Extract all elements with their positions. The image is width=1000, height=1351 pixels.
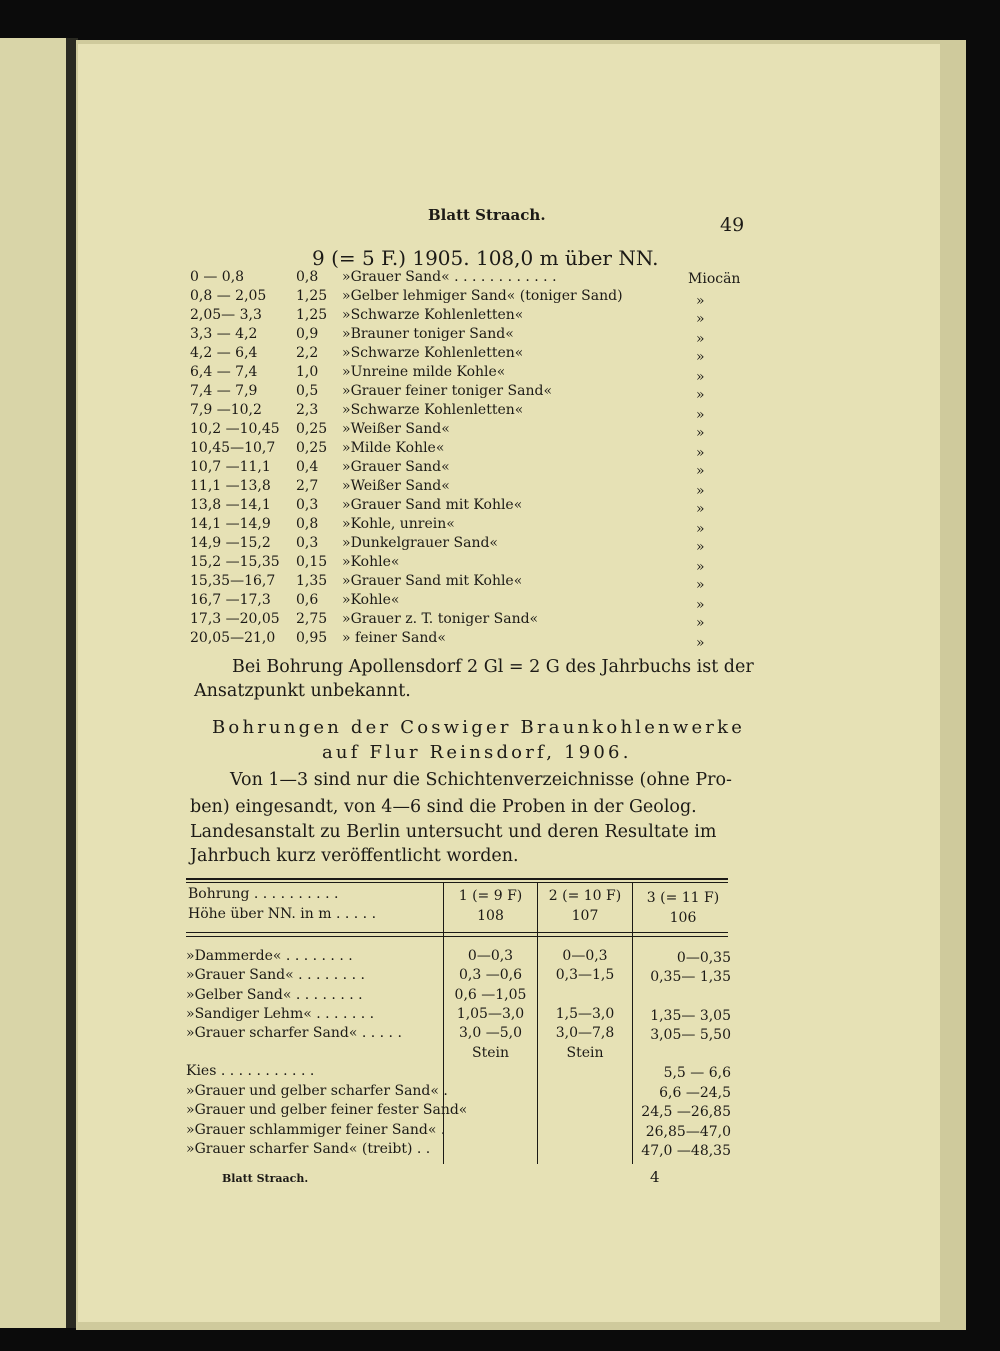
- table-row-label: »Grauer Sand« . . . . . . . .: [186, 967, 365, 983]
- drill-thickness: 0,15: [296, 554, 328, 570]
- drill-age: »: [696, 635, 705, 651]
- drill-depth: 13,8 —14,1: [190, 497, 271, 513]
- table-row-label: »Grauer schlammiger feiner Sand« .: [186, 1122, 446, 1138]
- drill-description: »Schwarze Kohlenletten«: [342, 345, 524, 361]
- table-cell-bohrung-3: 0,35— 1,35: [650, 969, 731, 985]
- drill-depth: 14,1 —14,9: [190, 516, 271, 532]
- drill-thickness: 0,3: [296, 535, 319, 551]
- drill-age: »: [696, 615, 705, 631]
- drill-description: »Grauer Sand mit Kohle«: [342, 573, 523, 589]
- drill-depth: 17,3 —20,05: [190, 611, 280, 627]
- drill-thickness: 1,25: [296, 288, 328, 304]
- drill-thickness: 0,8: [296, 269, 319, 285]
- drill-description: »Milde Kohle«: [342, 440, 445, 456]
- drill-age: »: [696, 577, 705, 593]
- table-col-1-name: 1 (= 9 F): [458, 888, 523, 904]
- paragraph-line-3: Landesanstalt zu Berlin untersucht und deren Resultate im: [190, 822, 717, 842]
- table-col-2-name: 2 (= 10 F): [548, 888, 622, 904]
- table-cell-bohrung-1: 3,0 —5,0: [459, 1025, 522, 1041]
- drill-thickness: 2,7: [296, 478, 319, 494]
- drill-depth: 14,9 —15,2: [190, 535, 271, 551]
- section-heading-2: auf Flur Reinsdorf, 1906.: [322, 742, 632, 763]
- table-row-label: »Gelber Sand« . . . . . . . .: [186, 987, 363, 1003]
- drill-depth: 7,4 — 7,9: [190, 383, 258, 399]
- footer-signature-number: 4: [650, 1168, 660, 1186]
- table-cell-bohrung-2: 0,3—1,5: [555, 967, 615, 983]
- drill-depth: 20,05—21,0: [190, 630, 276, 646]
- drill-depth: 16,7 —17,3: [190, 592, 271, 608]
- drill-description: »Grauer Sand mit Kohle«: [342, 497, 523, 513]
- drill-thickness: 2,3: [296, 402, 319, 418]
- table-cell-bohrung-1: 0,6 —1,05: [454, 987, 527, 1003]
- table-cell-bohrung-2: 1,5—3,0: [555, 1006, 615, 1022]
- drill-description: »Unreine milde Kohle«: [342, 364, 506, 380]
- table-col-3-name: 3 (= 11 F): [646, 890, 720, 906]
- drill-thickness: 0,95: [296, 630, 328, 646]
- drill-age: »: [696, 349, 705, 365]
- drill-thickness: 0,25: [296, 421, 328, 437]
- drill-depth: 7,9 —10,2: [190, 402, 262, 418]
- drill-age: »: [696, 387, 705, 403]
- table-row-label: »Grauer scharfer Sand« (treibt) . .: [186, 1141, 431, 1157]
- section-heading-1: Bohrungen der Coswiger Braunkohlenwerke: [212, 717, 746, 738]
- drill-heading: 9 (= 5 F.) 1905. 108,0 m über NN.: [312, 246, 659, 270]
- drill-thickness: 2,75: [296, 611, 328, 627]
- drill-description: »Dunkelgrauer Sand«: [342, 535, 498, 551]
- drill-age: »: [696, 369, 705, 385]
- table-head-label-2: Höhe über NN. in m . . . . .: [188, 906, 377, 922]
- drill-description: »Kohle, unrein«: [342, 516, 455, 532]
- table-cell-bohrung-3: 26,85—47,0: [645, 1124, 731, 1140]
- drill-description: »Grauer Sand« . . . . . . . . . . . .: [342, 269, 557, 285]
- drill-age: »: [696, 483, 705, 499]
- drill-age: »: [696, 407, 705, 423]
- table-cell-bohrung-3: 5,5 — 6,6: [663, 1065, 731, 1081]
- drill-age: »: [696, 293, 705, 309]
- drill-description: » feiner Sand«: [342, 630, 446, 646]
- table-cell-bohrung-1: 0,3 —0,6: [459, 967, 522, 983]
- table-cell-bohrung-2: 0—0,3: [562, 948, 608, 964]
- drill-age: »: [696, 425, 705, 441]
- table-cell-bohrung-3: 3,05— 5,50: [650, 1027, 731, 1043]
- drill-age: »: [696, 445, 705, 461]
- table-cell-bohrung-1: Stein: [472, 1045, 509, 1061]
- drill-depth: 2,05— 3,3: [190, 307, 262, 323]
- drill-depth: 6,4 — 7,4: [190, 364, 258, 380]
- table-col-2-height: 107: [571, 908, 599, 924]
- drill-depth: 0 — 0,8: [190, 269, 245, 285]
- drill-depth: 10,7 —11,1: [190, 459, 271, 475]
- table-col-3-height: 106: [669, 910, 697, 926]
- drill-depth: 15,2 —15,35: [190, 554, 280, 570]
- paragraph-line-4: Jahrbuch kurz veröffentlicht worden.: [190, 846, 519, 866]
- drill-description: »Schwarze Kohlenletten«: [342, 402, 524, 418]
- table-rule-head-2: [186, 936, 728, 937]
- table-row-label: »Grauer scharfer Sand« . . . . .: [186, 1025, 402, 1041]
- drill-depth: 10,2 —10,45: [190, 421, 280, 437]
- drill-thickness: 0,3: [296, 497, 319, 513]
- table-cell-bohrung-3: 24,5 —26,85: [641, 1104, 731, 1120]
- left-page-edge: [0, 38, 68, 1328]
- drill-thickness: 0,6: [296, 592, 319, 608]
- drill-description: »Grauer Sand«: [342, 459, 450, 475]
- paragraph-line-1: Von 1—3 sind nur die Schichtenverzeichnisse (ohne Pro-: [230, 770, 732, 790]
- drill-thickness: 1,25: [296, 307, 328, 323]
- table-rule-head: [186, 932, 728, 933]
- drill-thickness: 0,9: [296, 326, 319, 342]
- drill-depth: 10,45—10,7: [190, 440, 276, 456]
- drill-description: »Gelber lehmiger Sand« (toniger Sand): [342, 288, 623, 304]
- drill-description: »Grauer feiner toniger Sand«: [342, 383, 553, 399]
- drill-depth: 0,8 — 2,05: [190, 288, 267, 304]
- drill-thickness: 1,0: [296, 364, 319, 380]
- drill-depth: 15,35—16,7: [190, 573, 276, 589]
- drill-age: »: [696, 597, 705, 613]
- drill-thickness: 2,2: [296, 345, 319, 361]
- table-cell-bohrung-3: 47,0 —48,35: [641, 1143, 731, 1159]
- drill-age: »: [696, 463, 705, 479]
- table-rule-top: [186, 878, 728, 880]
- table-row-label: »Grauer und gelber feiner fester Sand«: [186, 1102, 468, 1118]
- note-line-1: Bei Bohrung Apollensdorf 2 Gl = 2 G des Jahrbuchs ist der: [232, 657, 754, 677]
- drill-age: »: [696, 331, 705, 347]
- drill-description: »Weißer Sand«: [342, 478, 450, 494]
- table-row-label: Kies . . . . . . . . . . .: [186, 1063, 315, 1079]
- table-cell-bohrung-1: 1,05—3,0: [456, 1006, 525, 1022]
- drill-depth: 3,3 — 4,2: [190, 326, 258, 342]
- drill-description: »Brauner toniger Sand«: [342, 326, 514, 342]
- drill-depth: 4,2 — 6,4: [190, 345, 258, 361]
- drill-depth: 11,1 —13,8: [190, 478, 271, 494]
- drill-age: »: [696, 311, 705, 327]
- drill-thickness: 1,35: [296, 573, 328, 589]
- table-head-label-1: Bohrung . . . . . . . . . .: [188, 886, 339, 902]
- paragraph-line-2: ben) eingesandt, von 4—6 sind die Proben in der Geolog.: [190, 797, 697, 817]
- drill-age: »: [696, 559, 705, 575]
- table-row-label: »Sandiger Lehm« . . . . . . .: [186, 1006, 375, 1022]
- table-cell-bohrung-1: 0—0,3: [467, 948, 514, 964]
- table-row-label: »Dammerde« . . . . . . . .: [186, 948, 353, 964]
- drill-description: »Kohle«: [342, 592, 400, 608]
- drill-description: »Schwarze Kohlenletten«: [342, 307, 524, 323]
- drill-description: »Weißer Sand«: [342, 421, 450, 437]
- table-row-label: »Grauer und gelber scharfer Sand« .: [186, 1083, 448, 1099]
- page-number: 49: [720, 214, 745, 236]
- table-divider-2: [537, 882, 538, 1164]
- table-col-1-height: 108: [477, 908, 504, 924]
- drill-thickness: 0,4: [296, 459, 319, 475]
- footer-sheet-title: Blatt Straach.: [222, 1172, 309, 1185]
- note-line-2: Ansatzpunkt unbekannt.: [194, 681, 411, 701]
- drill-thickness: 0,5: [296, 383, 319, 399]
- drill-age: »: [696, 521, 705, 537]
- table-cell-bohrung-3: 1,35— 3,05: [650, 1008, 731, 1024]
- drill-thickness: 0,8: [296, 516, 319, 532]
- drill-thickness: 0,25: [296, 440, 328, 456]
- running-header: Blatt Straach.: [428, 206, 546, 224]
- table-cell-bohrung-2: Stein: [566, 1045, 604, 1061]
- table-cell-bohrung-2: 3,0—7,8: [555, 1025, 615, 1041]
- drill-age: »: [696, 539, 705, 555]
- drill-age: »: [696, 501, 705, 517]
- drill-age: Miocän: [688, 271, 741, 287]
- drill-description: »Kohle«: [342, 554, 400, 570]
- table-rule-top-2: [186, 882, 728, 883]
- table-cell-bohrung-3: 0—0,35: [676, 950, 731, 966]
- drill-description: »Grauer z. T. toniger Sand«: [342, 611, 539, 627]
- table-cell-bohrung-3: 6,6 —24,5: [659, 1085, 731, 1101]
